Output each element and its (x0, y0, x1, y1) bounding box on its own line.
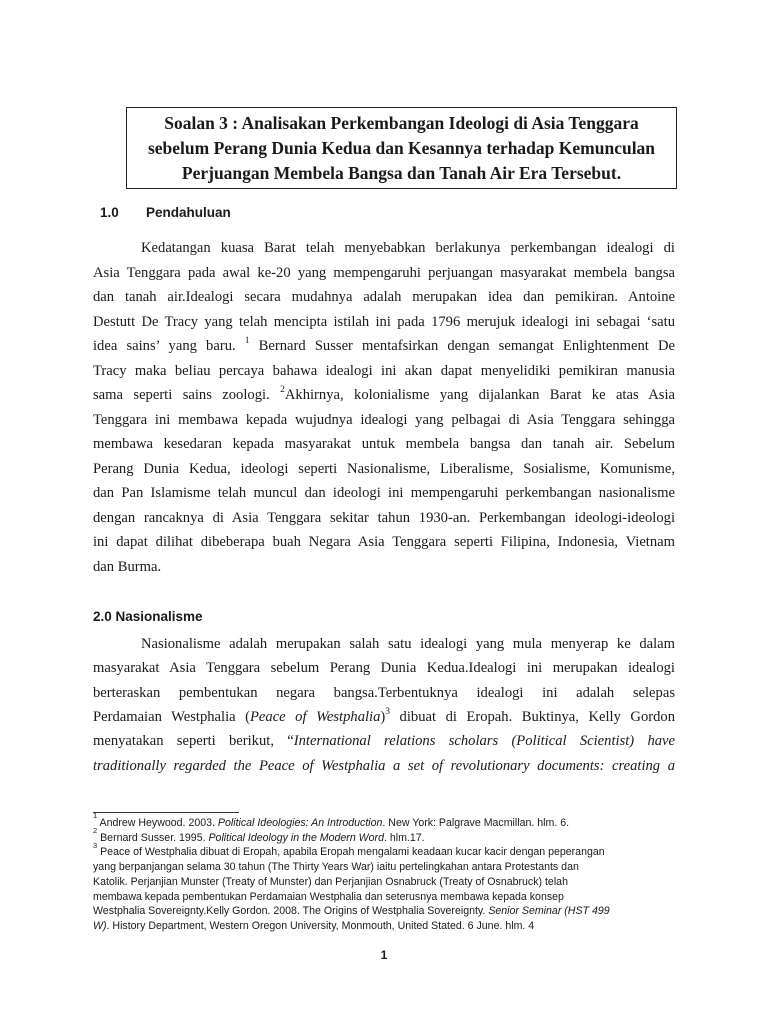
line-text: ) (380, 708, 386, 725)
footnote-text: yang berpanjangan selama 30 tahun (The Thirty Years War) iaitu pertelingkahan antara Protestants dan (93, 861, 579, 874)
line-text: dibuat di Eropah. Buktinya, Kelly Gordon (390, 708, 675, 725)
line-text: Kedatangan kuasa Barat telah menyebabkan berlakunya perkembangan idealogi di (141, 240, 675, 256)
paragraph-line (93, 683, 675, 703)
paragraph-line (93, 658, 675, 678)
paragraph-line (93, 508, 675, 528)
footnote-number: 2 (93, 826, 98, 836)
footnote-italic: Political Ideology in the Modern Word (208, 831, 384, 844)
italic-text: Peace of Westphalia (250, 708, 381, 725)
line-text: Nasionalisme adalah merupakan salah satu idealogi yang mula menyerap ke dalam (141, 636, 675, 652)
paragraph-line (141, 634, 675, 654)
line-text: Tenggara ini membawa kepada wujudnya idealogi yang pelbagai di Asia Tenggara sehingga (93, 411, 675, 428)
line-text: Asia Tenggara pada awal ke-20 yang mempengaruhi perjuangan masyarakat membela bangsa (93, 264, 675, 281)
line-text: Perdamaian Westphalia ( (93, 708, 251, 725)
line-text: dan Pan Islamisme telah muncul dan ideologi ini mempengaruhi perkembangan nasionalisme (93, 485, 675, 501)
footnote-line (93, 919, 693, 933)
footnote-text: . New York: Palgrave Macmillan. hlm. 6. (382, 817, 570, 829)
section-1-heading: Pendahuluan (146, 205, 231, 220)
paragraph-line (93, 434, 675, 454)
paragraph-line (141, 238, 675, 258)
footnote-reference: 3 (385, 707, 391, 718)
footnote-text: . History Department, Western Oregon University, Monmouth, United Stated. 6 June. hlm. 4 (106, 919, 535, 932)
page-number: 1 (380, 948, 388, 962)
question-title-box (126, 107, 677, 189)
footnote-text: . hlm.17. (383, 831, 425, 844)
paragraph-line (93, 385, 675, 405)
footnote-text: Bernard Susser. 1995. (97, 831, 209, 844)
footnote-line (93, 826, 693, 845)
line-text: berteraskan pembentukan negara bangsa.Terbentuknya idealogi ini adalah selepas (93, 684, 675, 701)
line-text: masyarakat Asia Tenggara sebelum Perang Dunia Kedua.Idealogi ini merupakan idealogi (93, 660, 675, 677)
line-text: sama seperti sains zoologi. (93, 387, 281, 403)
line-text: Bernard Susser mentafsirkan dengan semangat Enlightenment De (249, 338, 675, 354)
line-text: Destutt De Tracy yang telah mencipta istilah ini pada 1796 merujuk idealogi ini sebagai ‘satu (93, 313, 675, 330)
paragraph-line (93, 532, 675, 552)
paragraph-line (93, 483, 675, 503)
paragraph-line (93, 361, 675, 381)
line-text: menyatakan seperti berikut, “ (93, 733, 294, 750)
footnote-text: membawa kepada pembentukan Perdamaian Westphalia dan seterusnya membawa kepada konsep (93, 890, 564, 903)
paragraph-line (93, 731, 675, 751)
paragraph-line (93, 287, 675, 307)
footnote-italic: Political Ideologies: An Introduction (217, 817, 383, 829)
line-text: Perang Dunia Kedua, ideologi seperti Nasionalisme, Liberalisme, Sosialisme, Komunisme, (93, 460, 675, 477)
paragraph-line (93, 336, 675, 356)
line-text: dan tanah air.Idealogi secara mudahnya adalah merupakan idea dan pemikiran. Antoine (93, 289, 675, 305)
footnote-line (93, 811, 693, 830)
paragraph-line (93, 707, 675, 727)
title-line: sebelum Perang Dunia Kedua dan Kesannya terhadap Kemunculan (147, 137, 656, 158)
line-text: membawa kesedaran kepada masyarakat untuk membela bangsa dan tanah air. Sebelum (93, 436, 675, 452)
footnote-italic: Senior Seminar (HST 499 (488, 905, 610, 918)
line-text: Tracy maka beliau percaya bahawa idealogi ini akan dapat menyelidiki pemikiran manusia (93, 362, 675, 379)
footnote-line (93, 875, 693, 889)
footnote-number: 1 (93, 811, 98, 821)
footnote-text: Westphalia Sovereignty.Kelly Gordon. 2008. The Origins of Westphalia Sovereignty. (93, 905, 489, 918)
footnote-reference: 2 (280, 385, 285, 396)
section-2-heading: 2.0 Nasionalisme (93, 609, 203, 624)
footnote-line (93, 860, 693, 874)
footnote-text: Andrew Heywood. 2003. (97, 817, 218, 829)
line-text: dan Burma. (93, 558, 162, 575)
footnote-text: Katolik. Perjanjian Munster (Treaty of Munster) dan Perjanjian Osnabruck (Treaty of Osnabruck) telah (93, 875, 568, 888)
footnote-line (93, 890, 693, 904)
paragraph-line (93, 557, 675, 577)
paragraph-line (93, 459, 675, 479)
paragraph-line (93, 756, 675, 776)
footnote-separator (93, 812, 239, 813)
footnote-line (93, 840, 693, 859)
line-text: ini dapat dilihat dibeberapa buah Negara Asia Tenggara seperti Filipina, Indonesia, Vietnam (93, 534, 675, 550)
paragraph-line (93, 410, 675, 430)
italic-text: International relations scholars (Political Scientist) have (293, 733, 676, 750)
footnote-text: Peace of Westphalia dibuat di Eropah, apabila Eropah mengalami keadaan kucar kacir dengan peperangan (97, 846, 605, 859)
footnote-number: 3 (93, 840, 98, 850)
line-text: dengan rancaknya di Asia Tenggara sekitar tahun 1930-an. Perkembangan ideologi-ideologi (93, 509, 675, 526)
paragraph-line (93, 263, 675, 283)
footnote-reference: 1 (244, 336, 250, 347)
footnote-line (93, 904, 693, 918)
title-line: Soalan 3 : Analisakan Perkembangan Ideologi di Asia Tenggara (164, 112, 639, 133)
paragraph-line (93, 312, 675, 332)
footnote-italic: W) (93, 919, 107, 932)
title-line: Perjuangan Membela Bangsa dan Tanah Air Era Tersebut. (181, 162, 622, 183)
section-1-number: 1.0 (100, 205, 119, 220)
line-text: Akhirnya, kolonialisme yang dijalankan Barat ke atas Asia (284, 387, 675, 403)
italic-text: traditionally regarded the Peace of Westphalia a set of revolutionary documents: creating a (93, 757, 675, 774)
line-text: idea sains’ yang baru. (93, 338, 245, 354)
